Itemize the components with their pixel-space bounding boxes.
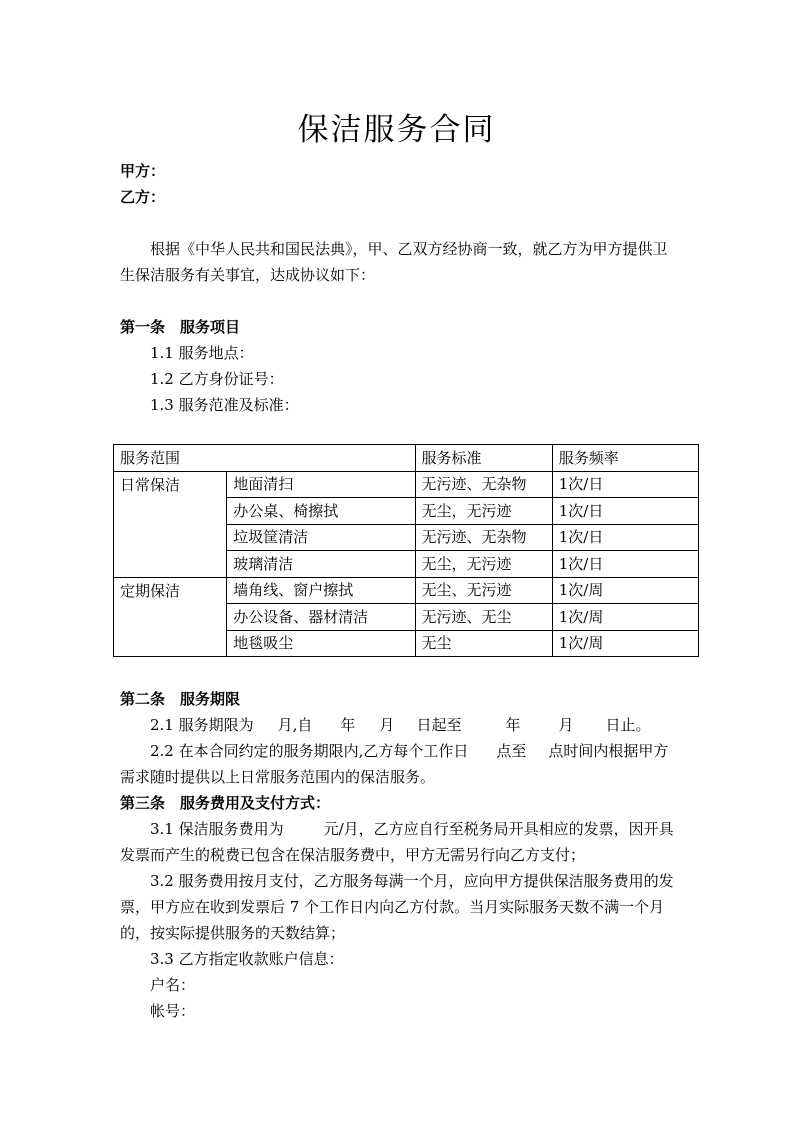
article2-heading: 第二条 服务期限 [120,690,241,708]
table-cell: 无尘，无污迹 [415,551,552,578]
table-cell: 无尘 [415,630,552,657]
table-cell: 1次/日 [552,551,698,578]
table-cell: 无污迹、无杂物 [415,524,552,551]
table-row [114,577,699,604]
article1-item-1: 1.1 服务地点： [150,344,254,362]
clause-text: 3.1 保洁服务费用为 [150,820,284,838]
table-cell: 无污迹、无杂物 [415,471,552,498]
table-cell: 无污迹、无尘 [415,604,552,631]
clause-text: 年 [505,716,521,734]
clause-text: 月 [558,716,574,734]
article2-clause-1 [150,712,651,738]
article1-heading: 第一条 服务项目 [120,318,241,336]
table-cell: 办公设备、器材清洁 [227,604,415,631]
table-cell: 墙角线、窗户擦拭 [227,577,415,604]
clause-text: 点时间内根据甲方需求随时提供以上日常服务范围内的保洁服务。 [120,742,669,786]
article1-item-2: 1.2 乙方身份证号： [150,370,284,388]
table-cell: 1次/日 [552,471,698,498]
table-cell: 办公桌、椅擦拭 [227,498,415,525]
article3-clause-1 [120,816,676,868]
table-cell: 地面清扫 [227,471,415,498]
table-cell: 无尘、无污迹 [415,577,552,604]
table-cell: 1次/日 [552,524,698,551]
clause-text: 月,自 [277,716,313,734]
account-name-label: 户名： [150,976,196,994]
clause-text: 元/月，乙方应自行至税务局开具相应的发票，因开具发票而产生的税费已包含在保洁服务费中，甲方无需另行向乙方支付； [120,820,674,864]
article3-clause-2: 3.2 服务费用按月支付，乙方服务每满一个月，应向甲方提供保洁服务费用的发票，甲方应在收到发票后 7 个工作日内向乙方付款。当月实际服务天数不满一个月的，按实际提供服务的天数结算； [120,872,674,942]
clause-text: 日起至 [416,716,462,734]
table-cell: 1次/周 [552,604,698,631]
table-cell: 1次/日 [552,498,698,525]
clause-text: 年 [340,716,356,734]
article3-heading: 第三条 服务费用及支付方式： [120,794,331,812]
header-scope: 服务范围 [114,445,416,472]
table-cell: 1次/周 [552,630,698,657]
article1-item-3: 1.3 服务范准及标准： [150,396,299,414]
header-frequency: 服务频率 [552,445,698,472]
page-title: 保洁服务合同 [297,112,496,148]
category-periodic: 定期保洁 [114,577,227,657]
table-cell: 1次/周 [552,577,698,604]
article3-clause-3: 3.3 乙方指定收款账户信息： [150,950,344,968]
table-cell: 地毯吸尘 [227,630,415,657]
intro-paragraph: 根据《中华人民共和国民法典》，甲、乙双方经协商一致，就乙方为甲方提供卫生保洁服务有关事宜，达成协议如下： [120,240,668,284]
clause-text: 日止。 [605,716,651,734]
party-a-label: 甲方： [120,162,166,180]
clause-text: 2.1 服务期限为 [150,716,254,734]
party-b-label: 乙方： [120,188,166,206]
clause-text: 点至 [496,742,527,760]
table-cell: 玻璃清洁 [227,551,415,578]
table-cell: 垃圾筐清洁 [227,524,415,551]
account-number-label: 帐号： [150,1002,196,1020]
category-daily: 日常保洁 [114,471,227,577]
table-header-row [114,445,699,472]
table-row [114,471,699,498]
service-table [113,444,699,657]
clause-text: 月 [379,716,395,734]
article2-clause-2 [120,738,676,790]
clause-text: 2.2 在本合同约定的服务期限内,乙方每个工作日 [150,742,469,760]
table-cell: 无尘，无污迹 [415,498,552,525]
header-standard: 服务标准 [415,445,552,472]
